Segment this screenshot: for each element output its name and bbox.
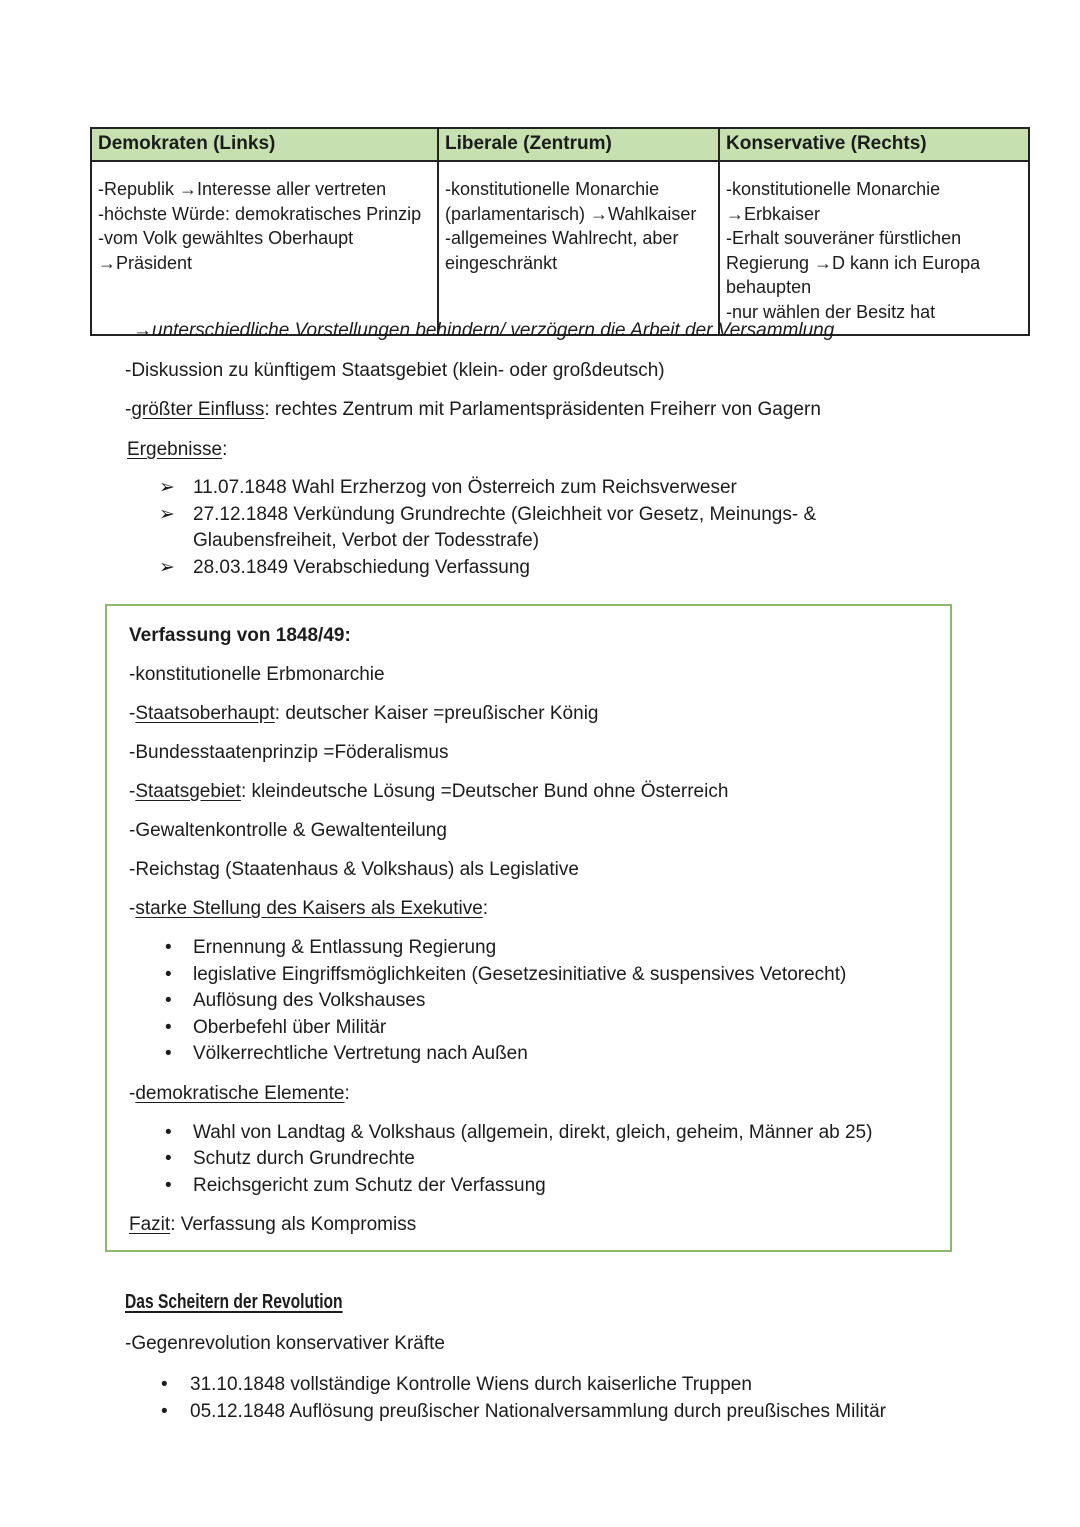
table-column-liberale xyxy=(439,129,720,334)
constitution-line: -Reichstag (Staatenhaus & Volkshaus) als Legislative xyxy=(129,859,579,880)
executive-bullet-text: Ernennung & Entlassung Regierung xyxy=(193,937,497,958)
table-cell-line: →Erbkaiser xyxy=(726,203,821,224)
executive-bullet-text: Auflösung des Volkshauses xyxy=(193,990,426,1011)
conclusion-line: Fazit: Verfassung als Kompromiss xyxy=(129,1214,417,1235)
table-cell-line: -konstitutionelle Monarchie xyxy=(445,179,660,199)
democratic-bullet-text: Schutz durch Grundrechte xyxy=(193,1148,415,1169)
note-influence: -größter Einfluss: rechtes Zentrum mit Parlamentspräsidenten Freiherr von Gagern xyxy=(125,399,821,420)
table-column-demokraten xyxy=(92,129,439,334)
table-cell-line: -konstitutionelle Monarchie xyxy=(726,179,941,199)
executive-bullet-text: legislative Eingriffsmöglichkeiten (Gesetzesinitiative & suspensives Vetorecht) xyxy=(193,963,847,985)
results-heading: Ergebnisse: xyxy=(127,439,228,460)
round-bullet-icon: • xyxy=(165,1043,172,1064)
table-header-liberale: Liberale (Zentrum) xyxy=(439,129,718,162)
table-header-demokraten: Demokraten (Links) xyxy=(92,129,437,162)
constitution-line: -konstitutionelle Erbmonarchie xyxy=(129,664,385,685)
executive-bullet-item xyxy=(165,962,930,989)
failure-bullet-item xyxy=(161,1371,1021,1398)
table-cell-line: -vom Volk gewähltes Oberhaupt xyxy=(98,228,354,248)
democratic-bullet-item xyxy=(165,1120,930,1147)
table-cell-line: -Erhalt souveräner fürstlichen xyxy=(726,228,962,248)
democratic-bullet-text: Wahl von Landtag & Volkshaus (allgemein, direkt, gleich, geheim, Männer ab 25) xyxy=(193,1121,873,1143)
note-staatsgebiet: -Diskussion zu künftigem Staatsgebiet (klein- oder großdeutsch) xyxy=(125,360,665,381)
factions-table xyxy=(90,127,1030,336)
table-cell-line: -Republik →Interesse aller vertreten xyxy=(98,179,387,199)
failure-bullet-item xyxy=(161,1398,1021,1425)
failure-bullet-text: 31.10.1848 vollständige Kontrolle Wiens durch kaiserliche Truppen xyxy=(190,1374,752,1395)
failure-bullet-list xyxy=(161,1371,1021,1425)
executive-bullet-item xyxy=(165,988,930,1015)
round-bullet-icon: • xyxy=(165,1174,172,1196)
arrowhead-bullet-icon: ➢ xyxy=(159,556,175,578)
results-list-item xyxy=(159,555,883,582)
table-cell-line: behaupten xyxy=(726,277,812,297)
arrowhead-bullet-icon: ➢ xyxy=(159,477,175,498)
results-item-text: 27.12.1848 Verkündung Grundrechte (Gleichheit vor Gesetz, Meinungs- & Glaubensfreiheit, Verbot der Todesstrafe) xyxy=(193,503,817,551)
round-bullet-icon: • xyxy=(165,1016,172,1038)
table-cell-konservative xyxy=(720,162,1028,334)
executive-bullet-item xyxy=(165,935,930,962)
results-list-item xyxy=(159,475,883,502)
table-cell-line: -allgemeines Wahlrecht, aber xyxy=(445,228,679,248)
round-bullet-icon: • xyxy=(165,937,172,958)
failure-section-heading: Das Scheitern der Revolution xyxy=(125,1291,343,1313)
round-bullet-icon: • xyxy=(161,1374,168,1395)
constitution-lines xyxy=(129,662,930,922)
constitution-box-title: Verfassung von 1848/49: xyxy=(129,625,351,646)
democratic-bullet-item xyxy=(165,1173,930,1200)
democratic-elements-heading: -demokratische Elemente: xyxy=(129,1082,350,1104)
democratic-bullet-item xyxy=(165,1146,930,1173)
constitution-line: -starke Stellung des Kaisers als Exekutive: xyxy=(129,898,489,919)
table-cell-line: (parlamentarisch) →Wahlkaiser xyxy=(445,203,697,224)
failure-bullet-text: 05.12.1848 Auflösung preußischer Nationalversammlung durch preußisches Militär xyxy=(190,1401,886,1422)
table-cell-line: -höchste Würde: demokratisches Prinzip xyxy=(98,203,422,224)
arrowhead-bullet-icon: ➢ xyxy=(159,503,175,525)
table-cell-line: eingeschränkt xyxy=(445,252,558,273)
results-list-item xyxy=(159,502,883,555)
table-cell-line: Regierung →D kann ich Europa xyxy=(726,252,981,273)
results-item-text: 28.03.1849 Verabschiedung Verfassung xyxy=(193,556,530,578)
democratic-bullet-list xyxy=(129,1120,930,1200)
executive-bullet-text: Völkerrechtliche Vertretung nach Außen xyxy=(193,1043,528,1064)
constitution-line: -Staatsgebiet: kleindeutsche Lösung =Deutscher Bund ohne Österreich xyxy=(129,781,729,802)
round-bullet-icon: • xyxy=(161,1401,168,1422)
constitution-box xyxy=(105,604,952,1252)
executive-bullet-item xyxy=(165,1015,930,1042)
democratic-bullet-text: Reichsgericht zum Schutz der Verfassung xyxy=(193,1174,546,1196)
results-list xyxy=(159,475,883,581)
table-cell-line: →Präsident xyxy=(98,252,193,273)
table-cell-line: -nur wählen der Besitz hat xyxy=(726,301,936,322)
table-cell-demokraten xyxy=(92,162,437,334)
executive-bullet-text: Oberbefehl über Militär xyxy=(193,1016,387,1038)
constitution-line: -Staatsoberhaupt: deutscher Kaiser =preußischer König xyxy=(129,703,599,724)
executive-bullet-list xyxy=(129,935,930,1068)
table-header-konservative: Konservative (Rechts) xyxy=(720,129,1028,162)
failure-intro: -Gegenrevolution konservativer Kräfte xyxy=(125,1333,445,1354)
executive-bullet-item xyxy=(165,1041,930,1068)
round-bullet-icon: • xyxy=(165,1148,172,1169)
round-bullet-icon: • xyxy=(165,990,172,1011)
table-cell-liberale xyxy=(439,162,718,334)
round-bullet-icon: • xyxy=(165,1121,172,1143)
table-column-konservative xyxy=(720,129,1028,334)
round-bullet-icon: • xyxy=(165,963,172,985)
note-divergent-views: →unterschiedliche Vorstellungen behindern/ verzögern die Arbeit der Versammlung xyxy=(133,320,835,341)
constitution-line: -Bundesstaatenprinzip =Föderalismus xyxy=(129,742,449,763)
results-item-text: 11.07.1848 Wahl Erzherzog von Österreich zum Reichsverweser xyxy=(193,477,737,498)
constitution-line: -Gewaltenkontrolle & Gewaltenteilung xyxy=(129,820,447,841)
